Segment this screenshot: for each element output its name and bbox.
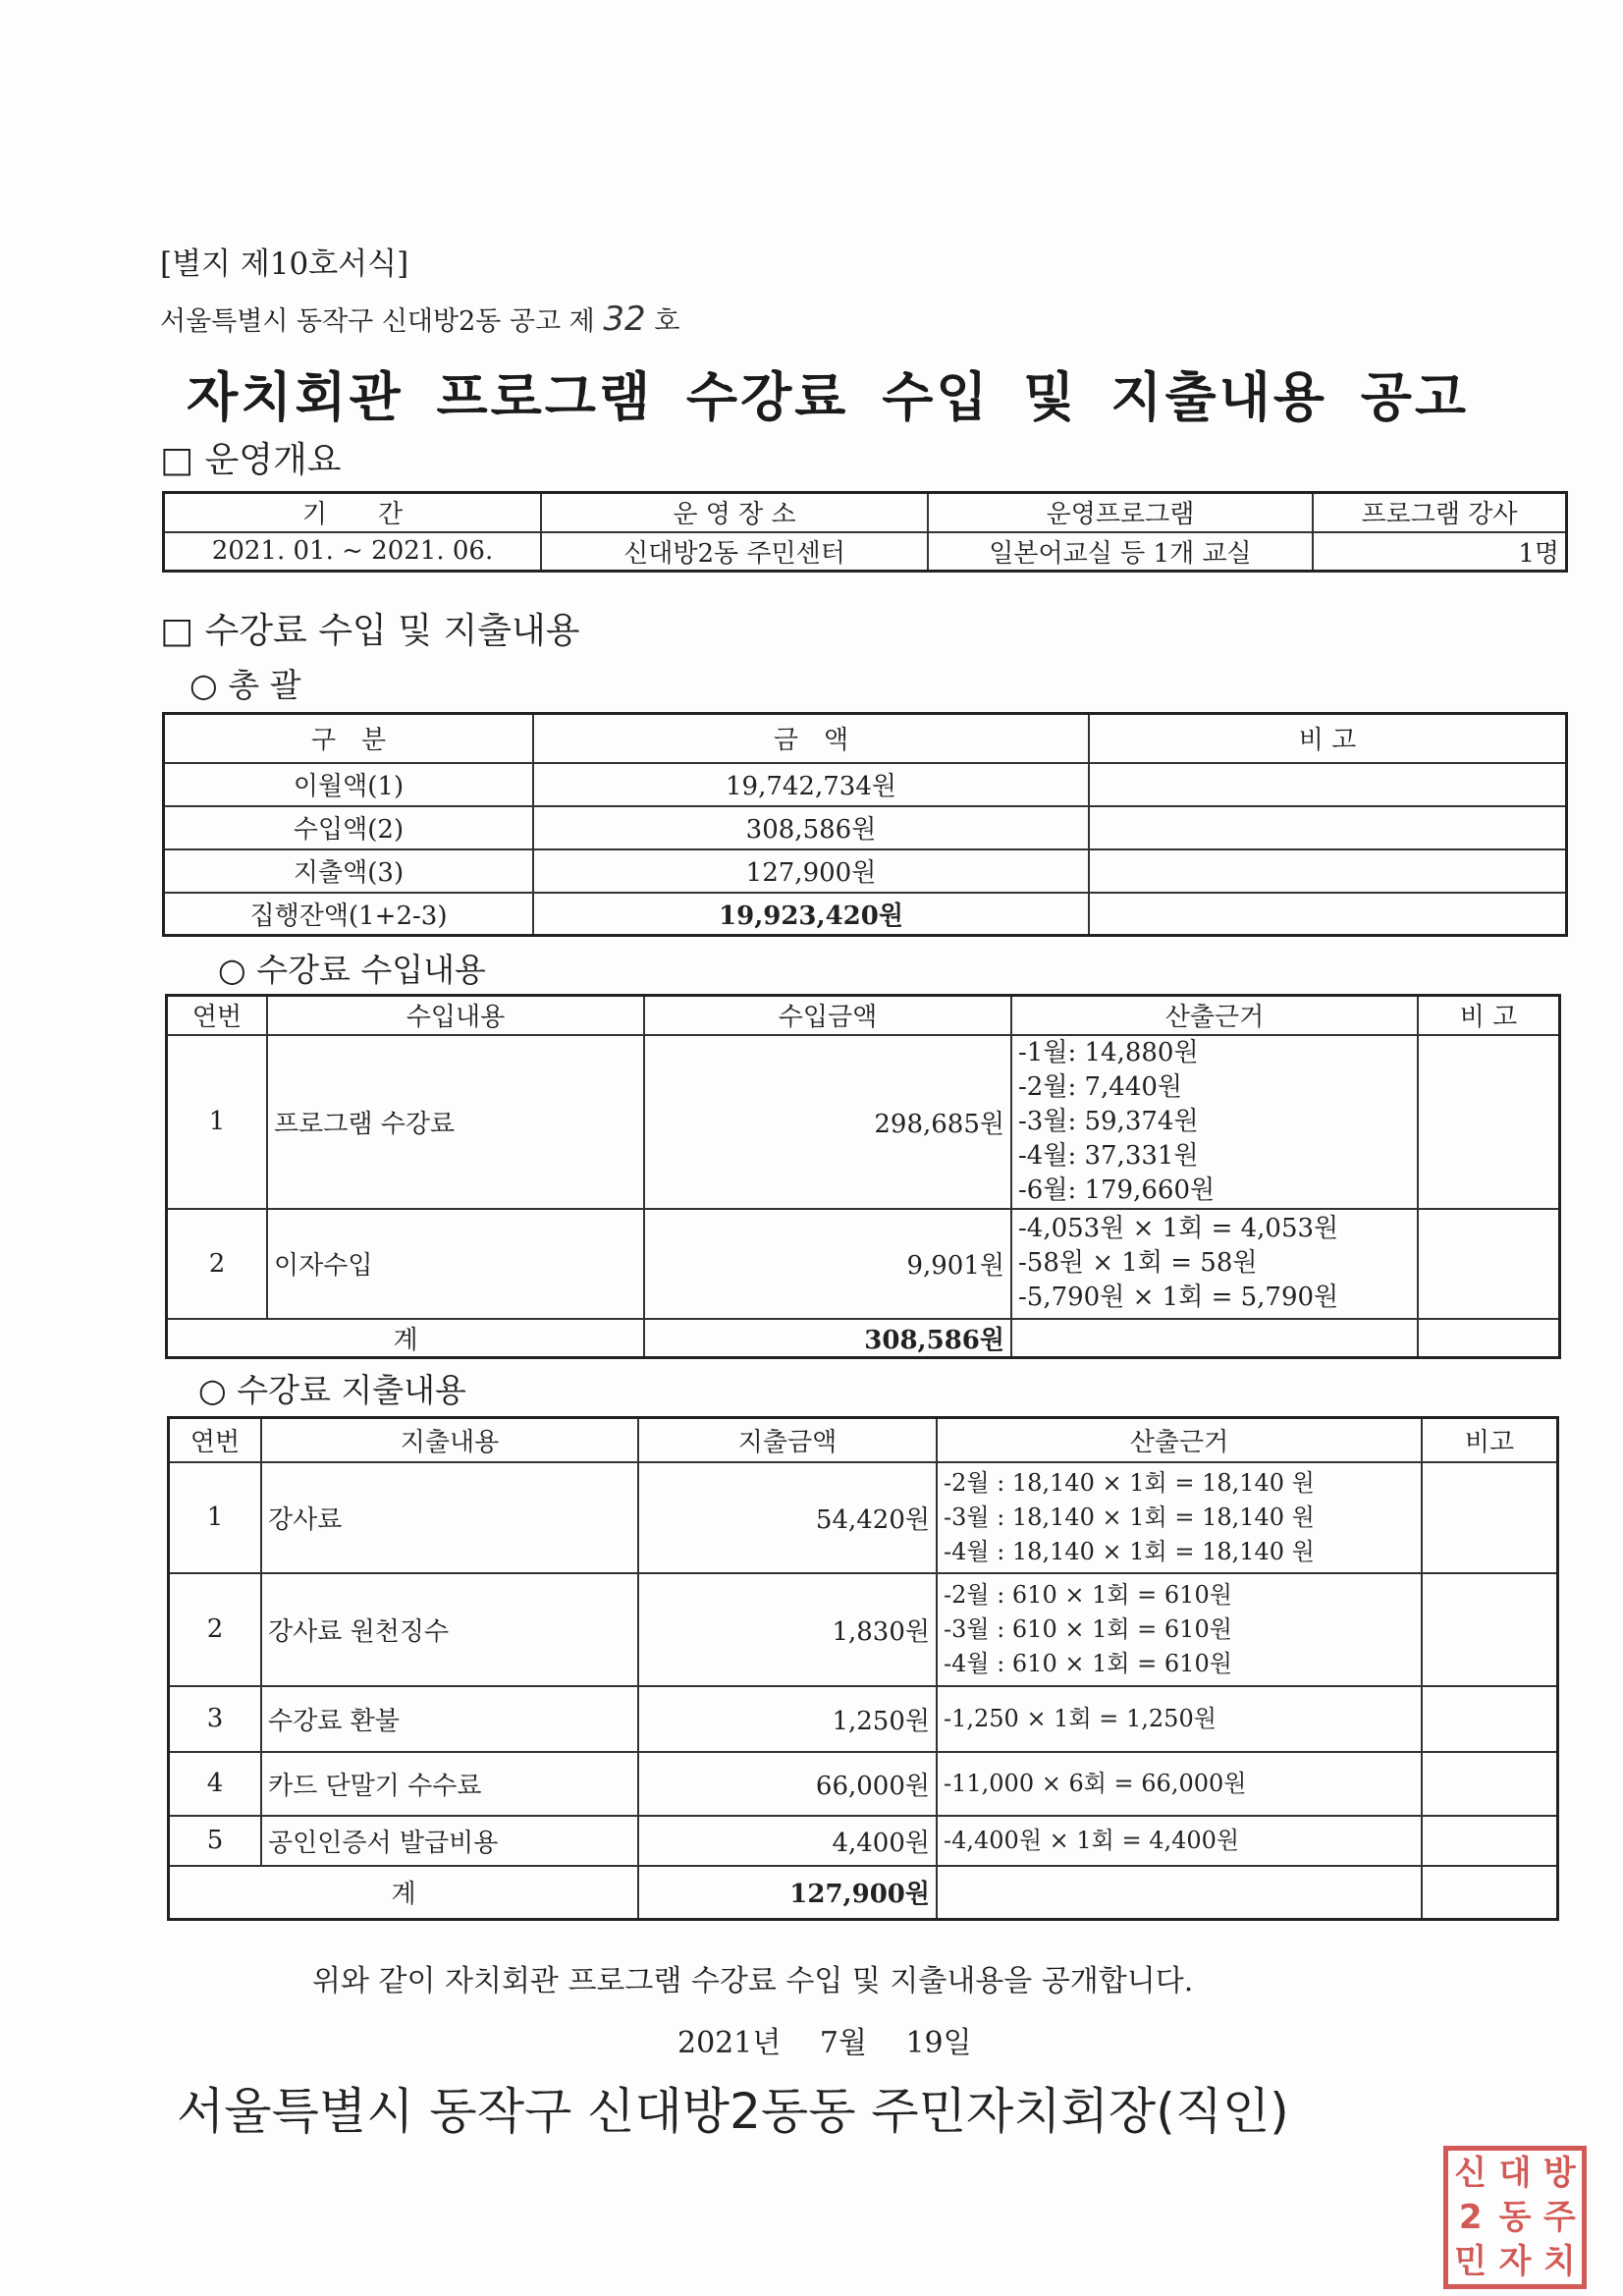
basis-line: -2월 : 18,140 × 1회 = 18,140 원 <box>944 1468 1315 1497</box>
amount-cell: 4,400원 <box>638 1816 937 1866</box>
closing-statement: 위와 같이 자치회관 프로그램 수강료 수입 및 지출내용을 공개합니다. <box>312 1964 1194 1998</box>
notice-number-handwritten: 32 <box>603 300 646 339</box>
header-cell: 기 간 <box>164 493 542 532</box>
stamp-glyph: 대 <box>1498 2153 1532 2193</box>
income-heading: ○ 수강료 수입내용 <box>218 951 486 989</box>
header-cell: 운영프로그램 <box>928 493 1313 532</box>
item-cell: 이자수입 <box>267 1209 644 1319</box>
basis-line: -4월 : 610 × 1회 = 610원 <box>944 1649 1232 1677</box>
program-cell: 일본어교실 등 1개 교실 <box>928 532 1313 572</box>
stamp-glyph: 치 <box>1542 2242 1576 2282</box>
notice-suffix: 호 <box>654 306 680 337</box>
header-cell: 지출금액 <box>638 1418 937 1462</box>
category-cell: 수입액(2) <box>164 806 534 849</box>
notice-date: 2021년 7월 19일 <box>677 2026 972 2060</box>
basis-line: -3월: 59,374원 <box>1018 1106 1199 1136</box>
amount-cell: 298,685원 <box>644 1035 1011 1209</box>
summary-row <box>164 893 1567 936</box>
total-label: 계 <box>169 1866 639 1920</box>
category-cell: 집행잔액(1+2-3) <box>164 893 534 936</box>
table-row <box>169 1573 1558 1686</box>
basis-line: -3월 : 610 × 1회 = 610원 <box>944 1614 1232 1643</box>
header-cell: 연번 <box>169 1418 262 1462</box>
row-number-cell: 5 <box>169 1816 262 1866</box>
note-cell <box>1418 1319 1560 1358</box>
table-row <box>169 1752 1558 1816</box>
basis-line: -4월 : 18,140 × 1회 = 18,140 원 <box>944 1537 1315 1565</box>
note-cell <box>1089 763 1567 806</box>
amount-cell: 19,742,734원 <box>533 763 1089 806</box>
expense-header-row <box>169 1418 1558 1462</box>
basis-line: -5,790원 × 1회 = 5,790원 <box>1018 1283 1339 1312</box>
venue-cell: 신대방2동 주민센터 <box>541 532 928 572</box>
summary-heading: ○ 총 괄 <box>189 666 301 704</box>
table-row <box>169 1462 1558 1573</box>
section2-heading: □ 수강료 수입 및 지출내용 <box>160 611 580 651</box>
total-row <box>167 1319 1560 1358</box>
note-cell <box>1422 1573 1558 1686</box>
summary-table <box>162 712 1568 937</box>
summary-row <box>164 849 1567 893</box>
overview-heading: □ 운영개요 <box>160 440 342 480</box>
stamp-glyph: 자 <box>1498 2242 1532 2282</box>
basis-cell <box>937 1752 1422 1816</box>
basis-cell <box>937 1686 1422 1752</box>
row-number-cell: 1 <box>167 1035 268 1209</box>
amount-cell: 9,901원 <box>644 1209 1011 1319</box>
income-header-row <box>167 996 1560 1035</box>
basis-cell <box>937 1866 1422 1920</box>
amount-cell: 127,900원 <box>533 849 1089 893</box>
item-cell: 수강료 환불 <box>261 1686 638 1752</box>
basis-cell <box>1011 1319 1418 1358</box>
basis-line: -4,053원 × 1회 = 4,053원 <box>1018 1214 1339 1243</box>
header-cell: 금 액 <box>533 714 1089 763</box>
note-cell <box>1422 1752 1558 1816</box>
item-cell: 강사료 원천징수 <box>261 1573 638 1686</box>
header-cell: 수입내용 <box>267 996 644 1035</box>
header-cell: 비 고 <box>1089 714 1567 763</box>
total-amount: 127,900원 <box>638 1866 937 1920</box>
header-cell: 비고 <box>1422 1418 1558 1462</box>
item-cell: 공인인증서 발급비용 <box>261 1816 638 1866</box>
amount-cell: 1,830원 <box>638 1573 937 1686</box>
overview-header-row <box>164 493 1567 532</box>
basis-line: -4월: 37,331원 <box>1018 1140 1199 1171</box>
overview-row <box>164 532 1567 572</box>
item-cell: 카드 단말기 수수료 <box>261 1752 638 1816</box>
total-label: 계 <box>167 1319 645 1358</box>
basis-line: -1월: 14,880원 <box>1018 1037 1199 1067</box>
total-amount: 308,586원 <box>644 1319 1011 1358</box>
item-cell: 프로그램 수강료 <box>267 1035 644 1209</box>
form-number: [별지 제10호서식] <box>160 246 409 282</box>
table-row <box>169 1686 1558 1752</box>
header-cell: 구 분 <box>164 714 534 763</box>
note-cell <box>1422 1686 1558 1752</box>
stamp-glyph: 방 <box>1542 2153 1576 2193</box>
note-cell <box>1422 1866 1558 1920</box>
basis-cell <box>937 1573 1422 1686</box>
header-cell: 산출근거 <box>1011 996 1418 1035</box>
notice-number-line <box>160 300 679 339</box>
basis-line: -6월: 179,660원 <box>1018 1175 1216 1205</box>
stamp-glyph: 신 <box>1454 2153 1488 2193</box>
stamp-glyph: 주 <box>1542 2197 1576 2237</box>
header-cell: 수입금액 <box>644 996 1011 1035</box>
note-cell <box>1089 806 1567 849</box>
expense-heading: ○ 수강료 지출내용 <box>198 1371 466 1409</box>
basis-cell <box>937 1462 1422 1573</box>
header-cell: 비 고 <box>1418 996 1560 1035</box>
summary-header-row <box>164 714 1567 763</box>
basis-line: -2월 : 610 × 1회 = 610원 <box>944 1580 1232 1609</box>
notice-prefix: 서울특별시 동작구 신대방2동 공고 제 <box>160 306 595 337</box>
category-cell: 지출액(3) <box>164 849 534 893</box>
basis-cell <box>1011 1209 1418 1319</box>
category-cell: 이월액(1) <box>164 763 534 806</box>
note-cell <box>1089 849 1567 893</box>
table-row <box>167 1035 1560 1209</box>
note-cell <box>1422 1816 1558 1866</box>
note-cell <box>1418 1035 1560 1209</box>
stamp-glyph: 동 <box>1498 2197 1532 2237</box>
basis-line: -1,250 × 1회 = 1,250원 <box>944 1704 1217 1732</box>
amount-cell: 19,923,420원 <box>533 893 1089 936</box>
note-cell <box>1422 1462 1558 1573</box>
basis-line: -58원 × 1회 = 58원 <box>1018 1248 1258 1278</box>
amount-cell: 54,420원 <box>638 1462 937 1573</box>
note-cell <box>1089 893 1567 936</box>
basis-cell <box>1011 1035 1418 1209</box>
overview-table <box>162 491 1568 573</box>
row-number-cell: 4 <box>169 1752 262 1816</box>
basis-line: -4,400원 × 1회 = 4,400원 <box>944 1826 1240 1854</box>
basis-line: -11,000 × 6회 = 66,000원 <box>944 1769 1247 1797</box>
table-row <box>169 1816 1558 1866</box>
row-number-cell: 2 <box>169 1573 262 1686</box>
summary-row <box>164 763 1567 806</box>
header-cell: 연번 <box>167 996 268 1035</box>
income-table <box>165 994 1561 1359</box>
summary-row <box>164 806 1567 849</box>
basis-cell <box>937 1816 1422 1866</box>
amount-cell: 1,250원 <box>638 1686 937 1752</box>
amount-cell: 66,000원 <box>638 1752 937 1816</box>
row-number-cell: 2 <box>167 1209 268 1319</box>
header-cell: 지출내용 <box>261 1418 638 1462</box>
stamp-glyph: 민 <box>1454 2242 1488 2282</box>
stamp-glyph: 2 <box>1458 2197 1483 2237</box>
document-title: 자치회관 프로그램 수강료 수입 및 지출내용 공고 <box>187 366 1470 428</box>
basis-line: -3월 : 18,140 × 1회 = 18,140 원 <box>944 1503 1315 1531</box>
official-seal-stamp <box>1443 2146 1587 2289</box>
period-cell: 2021. 01. ~ 2021. 06. <box>164 532 542 572</box>
table-row <box>167 1209 1560 1319</box>
instructor-cell: 1명 <box>1313 532 1567 572</box>
total-row <box>169 1866 1558 1920</box>
signer-line: 서울특별시 동작구 신대방2동동 주민자치회장(직인) <box>177 2083 1289 2140</box>
basis-line: -2월: 7,440원 <box>1018 1071 1183 1102</box>
header-cell: 산출근거 <box>937 1418 1422 1462</box>
expense-table <box>167 1416 1559 1921</box>
row-number-cell: 3 <box>169 1686 262 1752</box>
note-cell <box>1418 1209 1560 1319</box>
header-cell: 운 영 장 소 <box>541 493 928 532</box>
item-cell: 강사료 <box>261 1462 638 1573</box>
row-number-cell: 1 <box>169 1462 262 1573</box>
header-cell: 프로그램 강사 <box>1313 493 1567 532</box>
amount-cell: 308,586원 <box>533 806 1089 849</box>
